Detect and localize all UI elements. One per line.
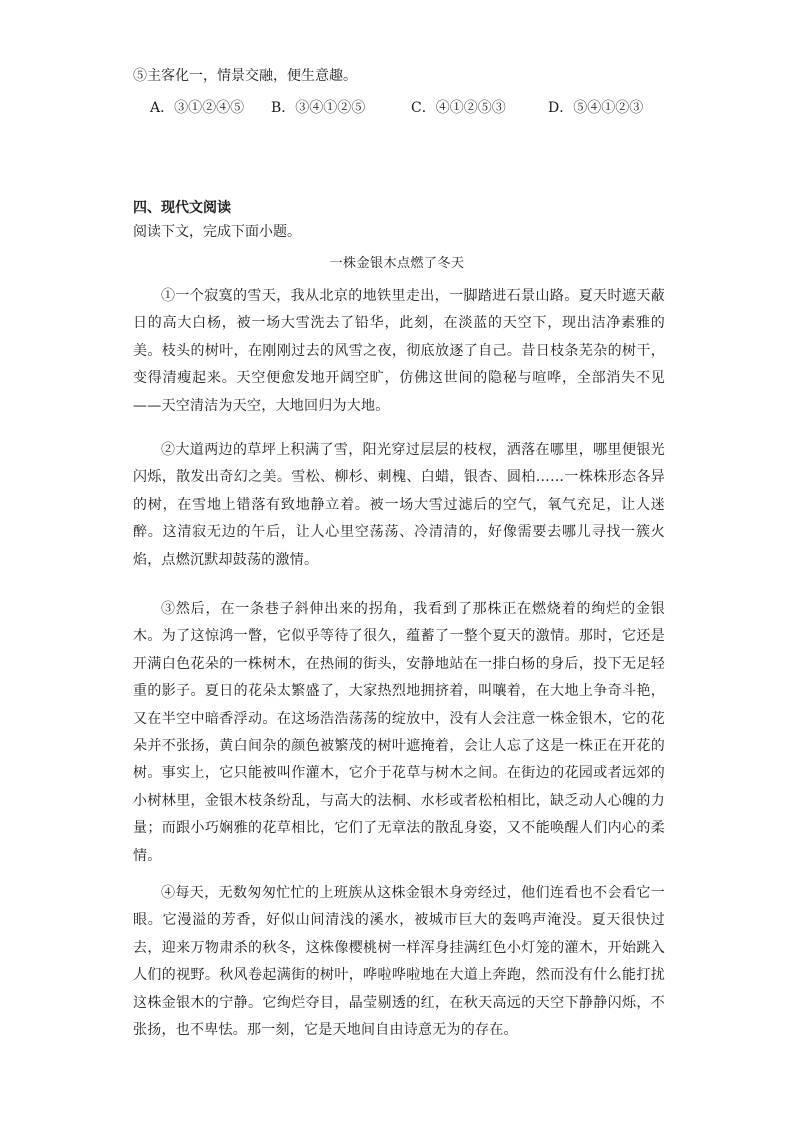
article-paragraph-2: ②大道两边的草坪上积满了雪，阳光穿过层层的枝杈，洒落在哪里，哪里便银光闪烁，散发出奇幻之美。雪松、柳杉、刺槐、白蜡，银杏、圆柏……一株株形态各异的树，在雪地上错落有致地静立着。被一场大雪过滤后的空气，氧气充足，让人迷醉。这清寂无边的午后，让人心里空荡荡、冷清清的，好像需要去哪儿寻找一簇火焰，点燃沉默却鼓荡的激情。 xyxy=(133,442,665,568)
article-title: 一株金银木点燃了冬天 xyxy=(329,256,465,271)
question-item-5: ⑤主客化一，情景交融，便生意趣。 xyxy=(133,68,357,84)
option-b[interactable] xyxy=(271,99,365,117)
option-d[interactable] xyxy=(548,99,643,117)
option-d-label: D． xyxy=(548,100,574,116)
article-paragraph-4: ④每天，无数匆匆忙忙的上班族从这株金银木身旁经过，他们连看也不会看它一眼。它漫溢的芳香，好似山间清浅的溪水，被城市巨大的轰鸣声淹没。夏天很快过去，迎来万物肃杀的秋冬，这株像樱桃树一样浑身挂满红色小灯笼的灌木，开始跳入人们的视野。秋风卷起满街的树叶，哗啦哗啦地在大道上奔跑，然而没有什么能打扰这株金银木的宁静。它绚烂夺目，晶莹剔透的红，在秋天高远的天空下静静闪烁，不张扬，也不卑怯。那一刻，它是天地间自由诗意无为的存在。 xyxy=(133,885,665,1039)
option-d-value: ⑤④①②③ xyxy=(573,100,644,116)
option-c-label: C． xyxy=(411,100,436,116)
article-paragraph-1: ①一个寂寞的雪天，我从北京的地铁里走出，一脚踏进石景山路。夏天时遮天蔽日的高大白杨，被一场大雪洗去了铅华，此刻，在淡蓝的天空下，现出洁净素雅的美。枝头的树叶，在刚刚过去的风雪之夜，彻底放逐了自己。昔日枝条芜杂的树干，变得清瘦起来。天空便愈发地开阔空旷，仿佛这世间的隐秘与喧哗，全部消失不见——天空清洁为天空，大地回归为大地。 xyxy=(133,288,665,414)
option-c-value: ④①②⑤③ xyxy=(435,100,506,116)
option-a-value: ③①②④⑤ xyxy=(174,100,245,116)
option-a-label: A． xyxy=(150,100,175,116)
option-c[interactable] xyxy=(411,99,506,117)
article-paragraph-3: ③然后，在一条巷子斜伸出来的拐角，我看到了那株正在燃烧着的绚烂的金银木。为了这惊鸿一瞥，它似乎等待了很久，蕴蓄了一整个夏天的激情。那时，它还是开满白色花朵的一株树木，在热闹的街头，安静地站在一排白杨的身后，投下无足轻重的影子。夏日的花朵太繁盛了，大家热烈地拥挤着，叫嚷着，在大地上争奇斗艳，又在半空中暗香浮动。在这场浩浩荡荡的绽放中，没有人会注意一株金银木，它的花朵并不张扬，黄白间杂的颜色被繁茂的树叶遮掩着，会让人忘了这是一株正在开花的树。事实上，它只能被叫作灌木，它介于花草与树木之间。在街边的花园或者远郊的小树林里，金银木枝条纷乱，与高大的法桐、水杉或者松柏相比，缺乏动人心魄的力量；而跟小巧娴雅的花草相比，它们了无章法的散乱身姿，又不能唤醒人们内心的柔情。 xyxy=(133,601,665,864)
section-heading: 四、现代文阅读 xyxy=(133,200,231,216)
option-b-value: ③④①②⑤ xyxy=(295,100,366,116)
option-b-label: B． xyxy=(271,100,296,116)
option-a[interactable] xyxy=(150,99,244,117)
section-instruction: 阅读下文，完成下面小题。 xyxy=(133,224,301,240)
